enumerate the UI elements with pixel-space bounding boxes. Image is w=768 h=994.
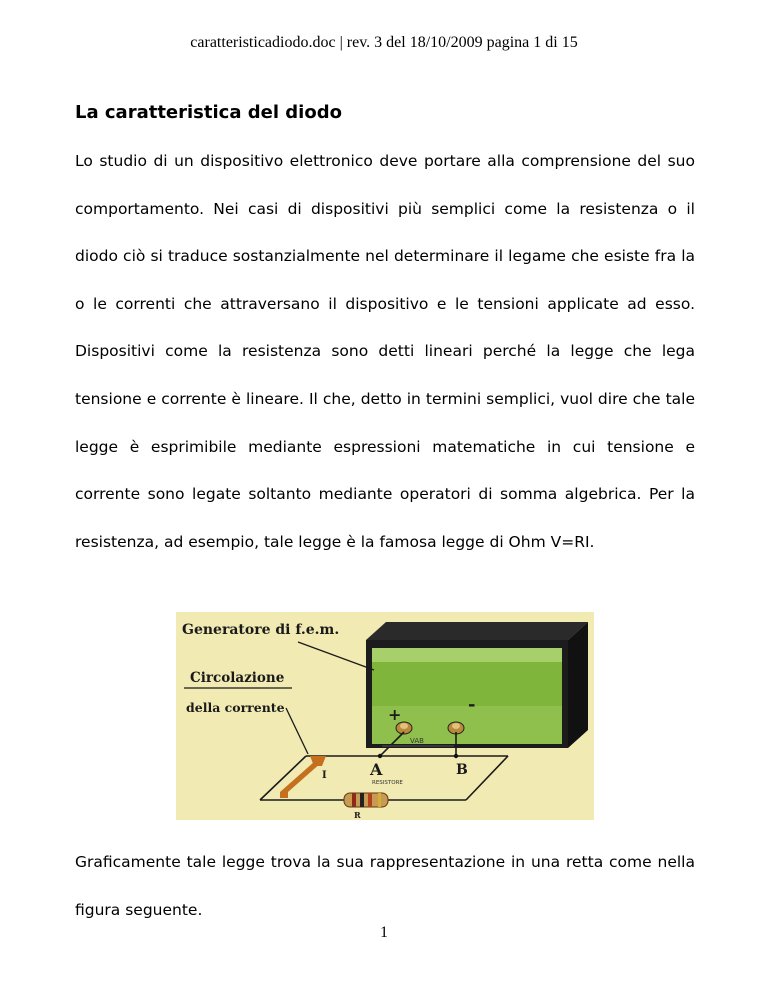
node-b-label: B: [456, 762, 468, 778]
vab-label: VAB: [410, 737, 424, 745]
generator-pointer: [298, 642, 374, 670]
minus-sign: -: [468, 694, 476, 715]
circuit-diagram: [176, 612, 594, 820]
resistor-label: RESISTORE: [372, 780, 403, 786]
current-label: I: [322, 770, 327, 781]
page-number: 1: [380, 924, 388, 941]
intro-paragraph: Lo studio di un dispositivo elettronico deve portare alla comprensione del suo comportamento. Nei casi di dispositivi più semplici come la resistenza o il diodo ciò si traduce sostanzialmente nel determinare il legame che esiste fra la o le correnti che attraversano il dispositivo e le tensioni applicate ad esso. Dispositivi come la resistenza sono detti lineari perché la legge che lega tensione e corrente è lineare. Il che, detto in termini semplici, vuol dire che tale legge è esprimibile mediante espressioni matematiche in cui tensione e corrente sono legate soltanto mediante operatori di somma algebrica. Per la resistenza, ad esempio, tale legge è la famosa legge di Ohm V=RI.: [75, 152, 695, 551]
resistor: [344, 793, 388, 807]
circulation-label-line1: Circolazione: [190, 670, 285, 686]
figure-caption-paragraph: Graficamente tale legge trova la sua rappresentazione in una retta come nella figura seguente.: [75, 853, 695, 919]
r-label: R: [354, 810, 361, 820]
generator-label: Generatore di f.e.m.: [182, 622, 340, 638]
document-title: La caratteristica del diodo: [75, 102, 342, 123]
circulation-pointer: [286, 708, 308, 754]
circuit-figure: [176, 612, 594, 820]
circulation-label-line2: della corrente: [186, 700, 285, 715]
node-a-label: A: [370, 760, 383, 779]
current-arrow: [280, 756, 326, 798]
plus-sign: +: [388, 705, 402, 724]
page-header: caratteristicadiodo.doc | rev. 3 del 18/10/2009 pagina 1 di 15: [190, 34, 578, 51]
